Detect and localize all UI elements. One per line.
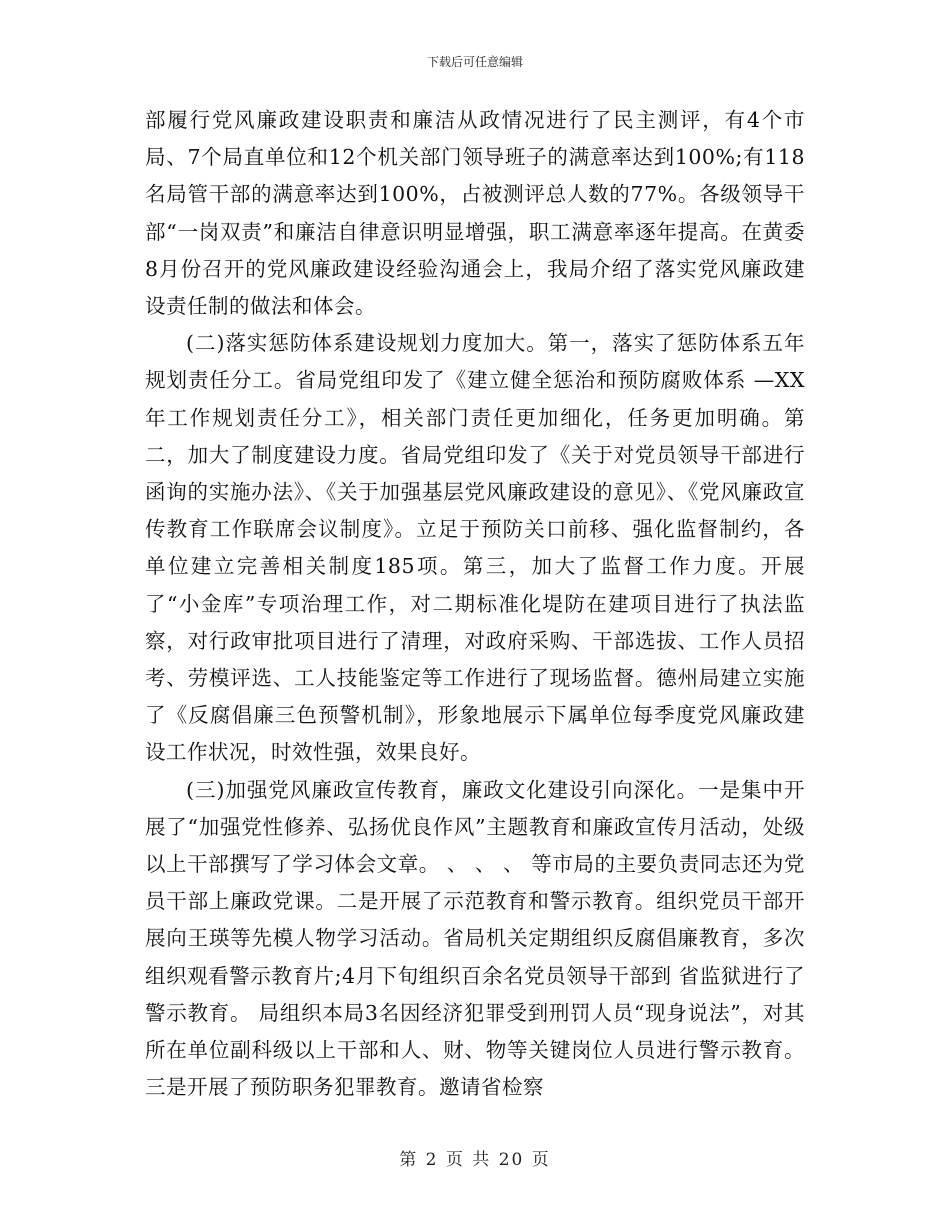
paragraph-2: (二)落实惩防体系建设规划力度加大。第一，落实了惩防体系五年规划责任分工。省局党组印发了《建立健全惩治和预防腐败体系 —XX年工作规划责任分工》，相关部门责任更加细化，任务更加明确。第二，加大了制度建设力度。省局党组印发了《关于对党员领导干部进行函询的实施办法》、《关于加强基层党风廉政建设的意见》、《党风廉政宣传教育工作联席会议制度》。立足于预防关口前移、强化监督制约，各单位建立完善相关制度185项。第三，加大了监督工作力度。开展了“小金库”专项治理工作，对二期标准化堤防在建项目进行了执法监察，对行政审批项目进行了清理，对政府采购、干部选拔、工作人员招考、劳模评选、工人技能鉴定等工作进行了现场监督。德州局建立实施了《反腐倡廉三色预警机制》，形象地展示下属单位每季度党风廉政建设工作状况，时效性强，效果良好。	[145, 331, 805, 765]
page-header: 下载后可任意编辑	[426, 55, 523, 69]
paragraph-3: (三)加强党风廉政宣传教育，廉政文化建设引向深化。一是集中开展了“加强党性修养、弘扬优良作风”主题教育和廉政宣传月活动，处级以上干部撰写了学习体会文章。 、 、 、 等市局的主要负责同志还为党员干部上廉政党课。二是开展了示范教育和警示教育。组织党员干部开展向王瑛等先模人物学习活动。省局机关定期组织反腐倡廉教育，多次组织观看警示教育片;4月下旬组织百余名党员领导干部到 省监狱进行了警示教育。 局组织本局3名因经济犯罪受到刑罚人员“现身说法”，对其所在单位副科级以上干部和人、财、物等关键岗位人员进行警示教育。三是开展了预防职务犯罪教育。邀请省检察	[145, 777, 805, 1100]
document-body	[145, 102, 805, 1106]
page-number-footer: 第 2 页 共 20 页	[399, 1150, 551, 1170]
paragraph-1: 部履行党风廉政建设职责和廉洁从政情况进行了民主测评，有4个市局、7个局直单位和12个机关部门领导班子的满意率达到100%;有118名局管干部的满意率达到100%，占被测评总人数的77%。各级领导干部“一岗双责”和廉洁自律意识明显增强，职工满意率逐年提高。在黄委8月份召开的党风廉政建设经验沟通会上，我局介绍了落实党风廉政建设责任制的做法和体会。	[145, 108, 805, 319]
